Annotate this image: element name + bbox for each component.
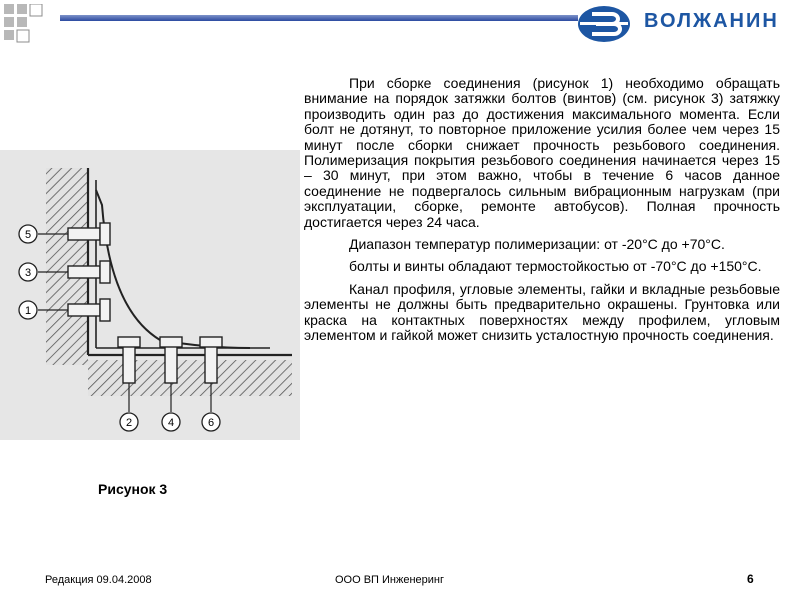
body-text: [304, 76, 780, 351]
callout-1: 1: [24, 305, 32, 317]
paragraph-polymerization-range: Диапазон температур полимеризации: от -20°С до +70°С.: [349, 236, 725, 253]
paragraph-heat-resistance: болты и винты обладают термостойкостью от -70°С до +150°С.: [349, 258, 762, 275]
paragraph-assembly: При сборке соединения (рисунок 1) необходимо обращать внимание на порядок затяжки болтов (винтов) (см. рисунок 3) затяжку производить один раз до достижения максимального момента. Если болт не дотянут, то повторное приложение усилия более чем через 15 минут после сборки снижает прочность резьбового соединения. Полимеризация покрытия резьбового соединения начинается через 15 – 30 минут, при этом важно, чтобы в течение 6 часов данное соединение не подвергалось сильным вибрационным нагрузкам (при эксплуатации, сборке, ремонте автобусов). Полная прочность достигается через 24 часа.: [304, 75, 780, 230]
logo-text: ВОЛЖАНИН: [644, 10, 779, 32]
paragraph-coating-warning: Канал профиля, угловые элементы, гайки и вкладные резьбовые элементы не должны быть предварительно окрашены. Грунтовка или краска на контактных поверхностях между профилем, угловым элементом и гайкой может снизить усталостную прочность соединения.: [304, 280, 780, 344]
horizontal-base: [88, 360, 292, 396]
callout-3: 3: [24, 267, 32, 279]
callout-6: 6: [207, 417, 215, 429]
figure-caption: Рисунок 3: [98, 481, 168, 497]
vertical-bolts: [68, 223, 110, 321]
horizontal-bolts: [118, 337, 222, 383]
callout-2: 2: [125, 417, 133, 429]
header-line: [60, 15, 632, 21]
bolt-tightening-diagram: [0, 150, 300, 440]
footer-revision: Редакция 09.04.2008: [45, 574, 152, 586]
callout-4: 4: [167, 417, 175, 429]
callout-5: 5: [24, 229, 32, 241]
footer-company: ООО ВП Инженеринг: [335, 574, 445, 586]
corner-decoration: [4, 4, 60, 50]
page-number: 6: [747, 572, 754, 586]
